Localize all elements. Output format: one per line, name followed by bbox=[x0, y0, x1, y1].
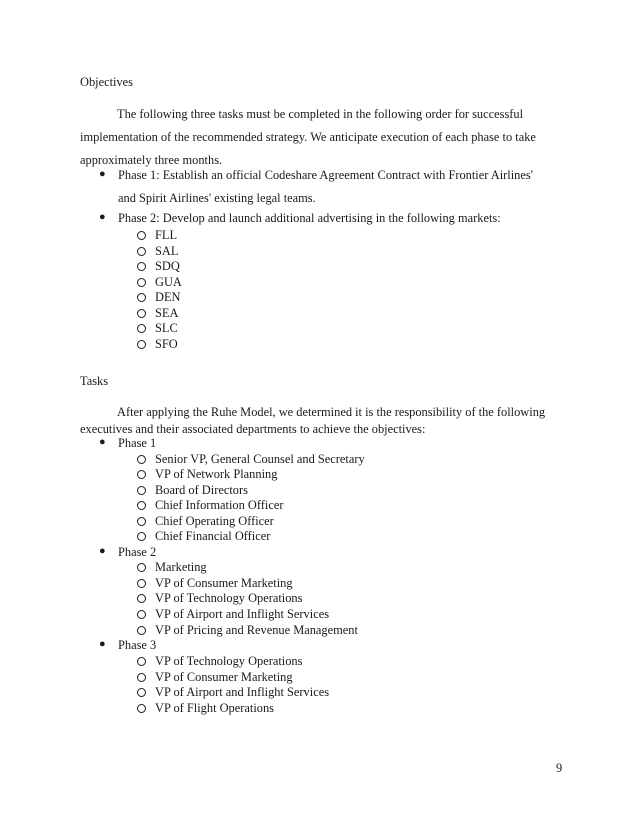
phase2-objective-text: Phase 2: Develop and launch additional advertising in the following markets: bbox=[118, 211, 501, 225]
circle-bullet-icon bbox=[137, 340, 146, 349]
circle-bullet-icon bbox=[137, 594, 146, 603]
market-code: SEA bbox=[155, 306, 179, 320]
objectives-heading: Objectives bbox=[80, 75, 133, 89]
bullet-dot-icon: ● bbox=[99, 436, 106, 448]
phase1-objective-line: Phase 1: Establish an official Codeshare Agreement Contract with Frontier Airlines' bbox=[118, 168, 533, 182]
phase-label: Phase 3 bbox=[118, 638, 157, 652]
circle-bullet-icon bbox=[137, 517, 146, 526]
responsible-party: VP of Technology Operations bbox=[155, 654, 303, 668]
responsible-party: VP of Pricing and Revenue Management bbox=[155, 623, 358, 637]
objectives-intro-line: implementation of the recommended strategy. We anticipate execution of each phase to take bbox=[80, 130, 536, 144]
responsible-party: Senior VP, General Counsel and Secretary bbox=[155, 452, 365, 466]
circle-bullet-icon bbox=[137, 688, 146, 697]
page-number: 9 bbox=[556, 761, 563, 775]
objectives-intro-line: The following three tasks must be completed in the following order for successful bbox=[117, 107, 524, 121]
tasks-intro-line: executives and their associated departments to achieve the objectives: bbox=[80, 422, 426, 436]
tasks-intro-line: After applying the Ruhe Model, we determined it is the responsibility of the following bbox=[117, 405, 546, 419]
phase1-objective-line: and Spirit Airlines' existing legal teams. bbox=[118, 191, 316, 205]
responsible-party: Chief Information Officer bbox=[155, 498, 284, 512]
circle-bullet-icon bbox=[137, 278, 146, 287]
circle-bullet-icon bbox=[137, 704, 146, 713]
circle-bullet-icon bbox=[137, 262, 146, 271]
responsible-party: Chief Operating Officer bbox=[155, 514, 274, 528]
circle-bullet-icon bbox=[137, 324, 146, 333]
circle-bullet-icon bbox=[137, 455, 146, 464]
responsible-party: Board of Directors bbox=[155, 483, 248, 497]
bullet-dot-icon: ● bbox=[99, 545, 106, 557]
tasks-intro-paragraph bbox=[80, 404, 560, 438]
phase-label: Phase 2 bbox=[118, 545, 157, 559]
market-code: GUA bbox=[155, 275, 182, 289]
circle-bullet-icon bbox=[137, 579, 146, 588]
responsible-party: VP of Airport and Inflight Services bbox=[155, 685, 330, 699]
market-code: FLL bbox=[155, 228, 178, 242]
circle-bullet-icon bbox=[137, 309, 146, 318]
objectives-intro-line: approximately three months. bbox=[80, 153, 223, 167]
tasks-heading: Tasks bbox=[80, 374, 109, 388]
circle-bullet-icon bbox=[137, 563, 146, 572]
circle-bullet-icon bbox=[137, 486, 146, 495]
market-code: SDQ bbox=[155, 259, 180, 273]
circle-bullet-icon bbox=[137, 470, 146, 479]
circle-bullet-icon bbox=[137, 673, 146, 682]
bullet-dot-icon: ● bbox=[99, 638, 106, 650]
responsible-party: Marketing bbox=[155, 560, 207, 574]
circle-bullet-icon bbox=[137, 657, 146, 666]
market-code: DEN bbox=[155, 290, 181, 304]
responsible-party: VP of Technology Operations bbox=[155, 591, 303, 605]
circle-bullet-icon bbox=[137, 293, 146, 302]
bullet-dot-icon: ● bbox=[99, 211, 106, 223]
circle-bullet-icon bbox=[137, 610, 146, 619]
circle-bullet-icon bbox=[137, 501, 146, 510]
market-code: SFO bbox=[155, 337, 178, 351]
responsible-party: VP of Flight Operations bbox=[155, 701, 274, 715]
circle-bullet-icon bbox=[137, 532, 146, 541]
phase1-objective-text bbox=[118, 164, 533, 210]
responsible-party: VP of Consumer Marketing bbox=[155, 576, 293, 590]
responsible-party: VP of Airport and Inflight Services bbox=[155, 607, 330, 621]
market-code: SLC bbox=[155, 321, 178, 335]
circle-bullet-icon bbox=[137, 231, 146, 240]
circle-bullet-icon bbox=[137, 626, 146, 635]
market-code: SAL bbox=[155, 244, 179, 258]
phase-label: Phase 1 bbox=[118, 436, 157, 450]
circle-bullet-icon bbox=[137, 247, 146, 256]
responsible-party: Chief Financial Officer bbox=[155, 529, 271, 543]
responsible-party: VP of Consumer Marketing bbox=[155, 670, 293, 684]
bullet-dot-icon: ● bbox=[99, 168, 106, 180]
objectives-intro-paragraph bbox=[80, 103, 560, 172]
responsible-party: VP of Network Planning bbox=[155, 467, 278, 481]
